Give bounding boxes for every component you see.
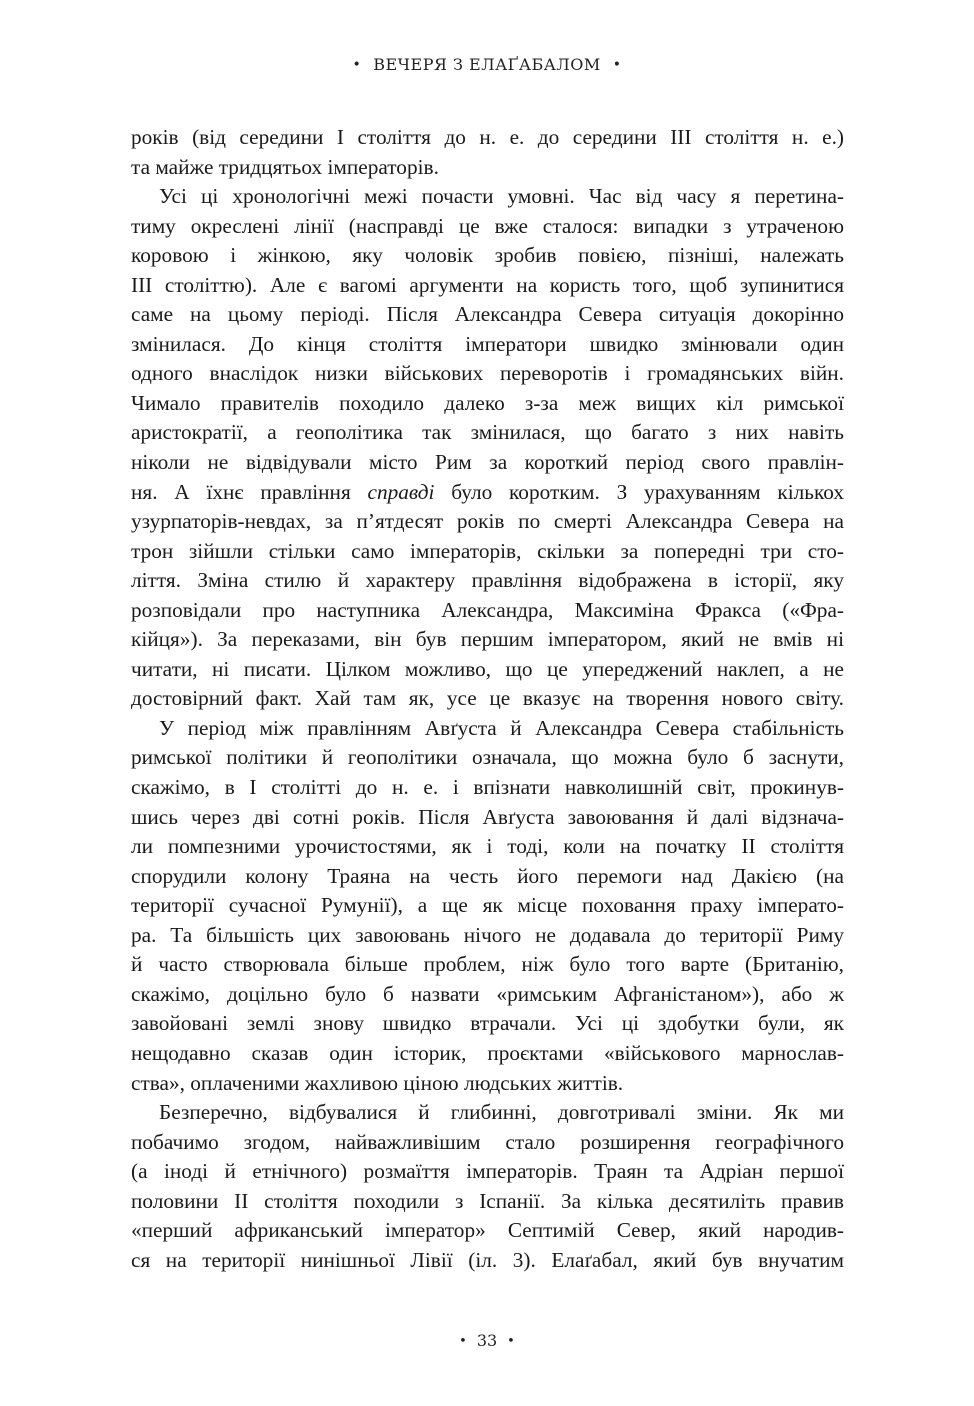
text-line: спорудили колону Траяна на честь його перемоги над Дакією (на xyxy=(131,863,844,888)
text-segment: ня. А їхнє правління xyxy=(131,479,368,504)
text-line: розповідали про наступника Александра, Максиміна Фракса («Фра- xyxy=(131,597,844,622)
text-line: завойовані землі знову швидко втрачали. Усі ці здобутки були, як xyxy=(131,1011,844,1036)
text-line: шись через дві сотні років. Після Авґуста завоювання й далі відзнача- xyxy=(131,804,844,829)
text-line: тиму окреслені лінії (насправді це вже сталося: випадки з утраченою xyxy=(131,213,844,238)
paragraph xyxy=(131,123,844,182)
text-line: ра. Та більшість цих завоювань нічого не додавала до території Риму xyxy=(131,922,844,947)
text-line: половини II століття походили з Іспанії. За кілька десятиліть правив xyxy=(131,1188,844,1213)
text-line: Безперечно, відбувалися й глибинні, довготривалі зміни. Як ми xyxy=(159,1100,844,1125)
paragraph xyxy=(131,714,844,1098)
paragraph xyxy=(131,1098,844,1275)
running-head xyxy=(0,55,974,74)
text-line: III століттю). Але є вагомі аргументи на користь того, щоб зупинитися xyxy=(131,272,844,297)
text-line: достовірний факт. Хай там як, усе це вказує на творення нового світу. xyxy=(131,686,844,711)
text-line: римської політики й геополітики означала, що можна було б заснути, xyxy=(131,745,844,770)
paragraph xyxy=(131,182,844,714)
text-line: скажімо, в I столітті до н. е. і впізнати навколишній світ, прокинув- xyxy=(131,775,844,800)
text-line: ся на території нинішньої Лівії (іл. 3). Елаґабал, який був внучатим xyxy=(131,1247,844,1272)
text-segment: було коротким. З урахуванням кількох xyxy=(434,479,844,504)
folio-bullet-left: • xyxy=(459,1334,467,1349)
page-number: 33 xyxy=(476,1331,498,1350)
text-line: ства», оплаченими жахливою ціною людських життів. xyxy=(131,1070,624,1095)
text-line: території сучасної Румунії), а ще як місце поховання праху імперато- xyxy=(131,893,844,918)
text-line: коровою і жінкою, яку чоловік зробив повією, пізніші, належать xyxy=(131,243,844,268)
text-line: побачимо згодом, найважливішим стало розширення географічного xyxy=(131,1129,844,1154)
text-line: змінилася. До кінця століття імператори швидко змінювали один xyxy=(131,331,844,356)
text-line: читати, ні писати. Цілком можливо, що це упереджений наклеп, а не xyxy=(131,656,844,681)
text-line: років (від середини I століття до н. е. до середини III століття н. е.) xyxy=(131,125,844,149)
text-line: скажімо, доцільно було б назвати «римським Афганістаном»), або ж xyxy=(131,981,844,1006)
text-line: ли помпезними урочистостями, як і тоді, коли на початку II століття xyxy=(131,834,844,859)
text-line: У період між правлінням Авґуста й Александра Севера стабільність xyxy=(159,715,844,740)
running-head-title: ВЕЧЕРЯ З ЕЛАҐАБАЛОМ xyxy=(373,55,601,74)
text-line: Чимало правителів походило далеко з-за меж вищих кіл римської xyxy=(131,390,844,415)
text-line: (а іноді й етнічного) розмаїття імператорів. Траян та Адріан першої xyxy=(131,1159,844,1184)
text-line: кійця»). За переказами, він був першим імператором, який не вмів ні xyxy=(131,627,844,652)
text-line: ніколи не відвідували місто Рим за короткий період свого правлін- xyxy=(131,450,844,475)
text-line: «перший африканський імператор» Септимій Север, який народив- xyxy=(131,1218,844,1243)
body-text xyxy=(131,123,844,1275)
text-line-with-emphasis xyxy=(131,478,844,508)
page-footer xyxy=(0,1331,974,1350)
running-head-bullet-right: • xyxy=(612,57,622,73)
text-line: узурпаторів-невдах, за п’ятдесят років по смерті Александра Севера на xyxy=(131,509,844,534)
emphasized-word: справді xyxy=(367,479,435,504)
text-line: одного внаслідок низки військових переворотів і громадянських війн. xyxy=(131,361,844,386)
text-line: та майже тридцятьох імператорів. xyxy=(131,154,439,179)
text-line: й часто створювала більше проблем, ніж було того варте (Британію, xyxy=(131,952,844,977)
text-line: трон зійшли стільки само імператорів, скільки за попередні три сто- xyxy=(131,538,844,563)
text-line: нещодавно сказав один історик, проєктами «військового марнослав- xyxy=(131,1040,844,1065)
text-line: саме на цьому періоді. Після Александра Севера ситуація докорінно xyxy=(131,302,844,327)
folio-bullet-right: • xyxy=(507,1334,515,1349)
text-line: ліття. Зміна стилю й характеру правління відображена в історії, яку xyxy=(131,568,844,593)
text-line: Усі ці хронологічні межі почасти умовні. Час від часу я перетина- xyxy=(159,184,844,209)
text-line: аристократії, а геополітика так змінилася, що багато з них навіть xyxy=(131,420,844,445)
running-head-bullet-left: • xyxy=(352,57,362,73)
